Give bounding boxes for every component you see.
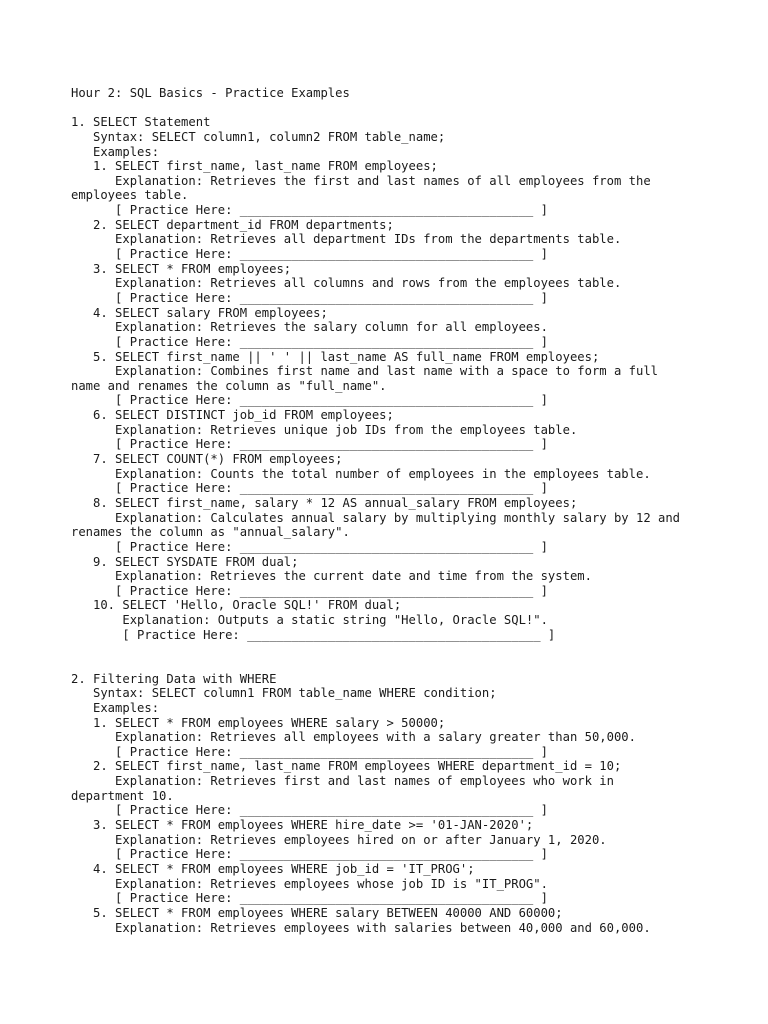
document-line: employees table.	[71, 188, 189, 203]
document-line: 5. SELECT * FROM employees WHERE salary BETWEEN 40000 AND 60000;	[71, 905, 563, 920]
document-line: [ Practice Here: ________________________________________ ]	[71, 203, 548, 218]
document-line: Explanation: Retrieves all columns and rows from the employees table.	[71, 276, 622, 291]
document-line: 7. SELECT COUNT(*) FROM employees;	[71, 452, 343, 467]
document-line: [ Practice Here: ________________________________________ ]	[71, 539, 548, 554]
document-line: [ Practice Here: ________________________________________ ]	[71, 437, 548, 452]
document-line: Explanation: Retrieves all department IDs from the departments table.	[71, 232, 622, 247]
document-line: Explanation: Retrieves the first and last names of all employees from the	[71, 173, 651, 188]
document-line: Explanation: Retrieves employees with salaries between 40,000 and 60,000.	[71, 920, 651, 935]
document-line: [ Practice Here: ________________________________________ ]	[71, 334, 548, 349]
document-line: renames the column as "annual_salary".	[71, 525, 350, 540]
document-line: Examples:	[71, 144, 160, 159]
document-line: 8. SELECT first_name, salary * 12 AS annual_salary FROM employees;	[71, 495, 578, 510]
document-line: Explanation: Outputs a static string "Hello, Oracle SQL!".	[71, 613, 548, 628]
document-line: 5. SELECT first_name || ' ' || last_name AS full_name FROM employees;	[71, 349, 600, 364]
document-line: 4. SELECT * FROM employees WHERE job_id = 'IT_PROG';	[71, 861, 475, 876]
document-line: Hour 2: SQL Basics - Practice Examples	[71, 86, 350, 100]
document-line: [ Practice Here: ________________________________________ ]	[71, 393, 548, 408]
document-line: 1. SELECT first_name, last_name FROM employees;	[71, 159, 438, 174]
document-line: [ Practice Here: ________________________________________ ]	[71, 847, 548, 862]
document-line: Explanation: Retrieves the salary column for all employees.	[71, 320, 548, 335]
document-line: Syntax: SELECT column1 FROM table_name WHERE condition;	[71, 686, 497, 701]
document-line: 2. SELECT department_id FROM departments;	[71, 217, 394, 232]
document-line: Explanation: Retrieves unique job IDs from the employees table.	[71, 422, 578, 437]
document-line: [ Practice Here: ________________________________________ ]	[71, 627, 556, 642]
document-line: [ Practice Here: ________________________________________ ]	[71, 583, 548, 598]
document-line: 1. SELECT Statement	[71, 115, 211, 130]
document-line: [ Practice Here: ________________________________________ ]	[71, 247, 548, 262]
document-line: 3. SELECT * FROM employees WHERE hire_date >= '01-JAN-2020';	[71, 818, 534, 833]
document-line: 4. SELECT salary FROM employees;	[71, 305, 328, 320]
document-line: Explanation: Retrieves the current date and time from the system.	[71, 569, 592, 584]
document-line: Explanation: Retrieves employees whose job ID is "IT_PROG".	[71, 876, 548, 891]
document-line: Examples:	[71, 700, 160, 715]
document-line: [ Practice Here: ________________________________________ ]	[71, 803, 548, 818]
document-line: Explanation: Counts the total number of employees in the employees table.	[71, 466, 651, 481]
document-line: 6. SELECT DISTINCT job_id FROM employees;	[71, 408, 394, 423]
document-line: name and renames the column as "full_name".	[71, 378, 387, 393]
document-line: Explanation: Retrieves all employees with a salary greater than 50,000.	[71, 730, 636, 745]
document-line: 1. SELECT * FROM employees WHERE salary > 50000;	[71, 715, 446, 730]
document-line: [ Practice Here: ________________________________________ ]	[71, 891, 548, 906]
document-line: 2. SELECT first_name, last_name FROM employees WHERE department_id = 10;	[71, 759, 622, 774]
document-text	[71, 86, 731, 935]
document-line: Explanation: Retrieves first and last names of employees who work in	[71, 774, 614, 789]
document-line: 9. SELECT SYSDATE FROM dual;	[71, 554, 299, 569]
document-line	[71, 101, 731, 116]
document-line	[71, 657, 731, 672]
document-line: Explanation: Combines first name and last name with a space to form a full	[71, 364, 658, 379]
document-line: Syntax: SELECT column1, column2 FROM table_name;	[71, 129, 446, 144]
document-line: [ Practice Here: ________________________________________ ]	[71, 744, 548, 759]
document-line: [ Practice Here: ________________________________________ ]	[71, 481, 548, 496]
document-line	[71, 642, 731, 657]
document-line: 2. Filtering Data with WHERE	[71, 671, 277, 686]
document-line: department 10.	[71, 788, 174, 803]
document-line: Explanation: Retrieves employees hired on or after January 1, 2020.	[71, 832, 607, 847]
document-line: [ Practice Here: ________________________________________ ]	[71, 290, 548, 305]
document-line: Explanation: Calculates annual salary by multiplying monthly salary by 12 and	[71, 510, 681, 525]
document-line: 10. SELECT 'Hello, Oracle SQL!' FROM dual;	[71, 598, 402, 613]
document-line: 3. SELECT * FROM employees;	[71, 261, 292, 276]
